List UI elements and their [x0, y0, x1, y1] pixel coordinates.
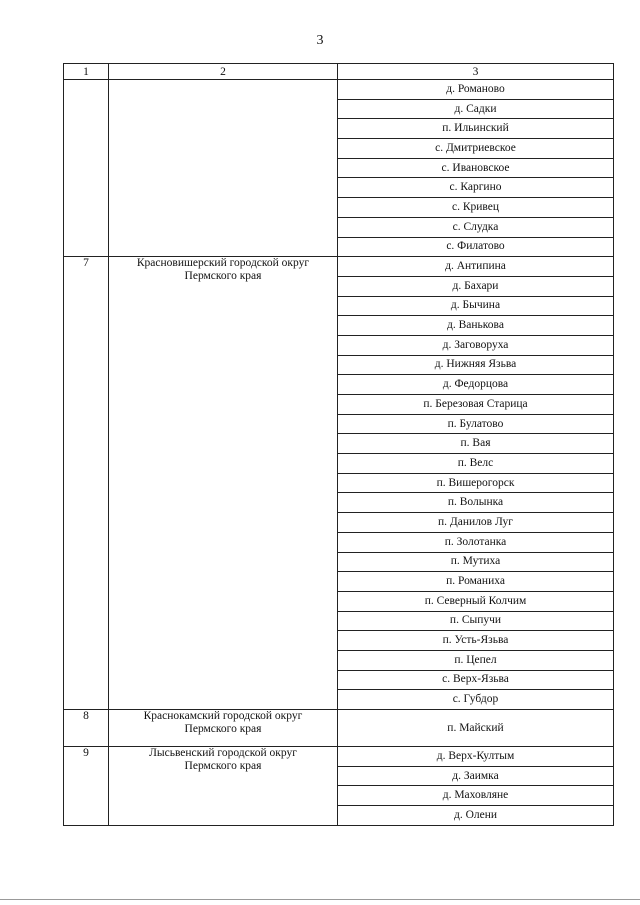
- settlement-cell: п. Велс: [338, 454, 614, 474]
- settlement-cell: п. Данилов Луг: [338, 513, 614, 533]
- settlement-cell: с. Ивановское: [338, 158, 614, 178]
- settlement-cell: с. Верх-Язьва: [338, 670, 614, 690]
- settlement-cell: д. Садки: [338, 99, 614, 119]
- table-row: [64, 747, 614, 767]
- settlement-cell: д. Заговоруха: [338, 335, 614, 355]
- settlement-cell: с. Дмитриевское: [338, 139, 614, 159]
- district-number: 8: [64, 710, 109, 747]
- settlement-cell: п. Вишерогорск: [338, 473, 614, 493]
- page-bottom-rule: [0, 899, 640, 900]
- table-row: [64, 257, 614, 277]
- table-row: [64, 710, 614, 747]
- district-name: Лысьвенский городской округ Пермского края: [109, 747, 338, 826]
- settlement-cell: п. Северный Колчим: [338, 591, 614, 611]
- district-name: Красновишерский городской округ Пермского края: [109, 257, 338, 710]
- table-body: [64, 80, 614, 826]
- settlements-table: [63, 63, 614, 826]
- settlement-cell: д. Бахари: [338, 276, 614, 296]
- settlement-cell: п. Булатово: [338, 414, 614, 434]
- settlement-cell: с. Губдор: [338, 690, 614, 710]
- settlement-cell: с. Каргино: [338, 178, 614, 198]
- settlement-cell: п. Романиха: [338, 572, 614, 592]
- settlement-cell: п. Усть-Язьва: [338, 631, 614, 651]
- header-col-3: 3: [338, 64, 614, 80]
- settlement-cell: п. Волынка: [338, 493, 614, 513]
- settlement-cell: д. Федорцова: [338, 375, 614, 395]
- settlement-cell: п. Сыпучи: [338, 611, 614, 631]
- settlement-cell: д. Маховляне: [338, 786, 614, 806]
- header-col-2: 2: [109, 64, 338, 80]
- settlement-cell: п. Мутиха: [338, 552, 614, 572]
- settlement-cell: д. Нижняя Язьва: [338, 355, 614, 375]
- settlement-cell: п. Вая: [338, 434, 614, 454]
- district-name: [109, 80, 338, 257]
- settlement-cell: д. Романово: [338, 80, 614, 100]
- header-row: [64, 64, 614, 80]
- settlement-cell: д. Верх-Култым: [338, 747, 614, 767]
- settlement-cell: п. Цепел: [338, 650, 614, 670]
- settlement-cell: с. Слудка: [338, 217, 614, 237]
- settlement-cell: д. Заимка: [338, 766, 614, 786]
- settlement-cell: д. Ванькова: [338, 316, 614, 336]
- district-number: [64, 80, 109, 257]
- settlement-cell: д. Антипина: [338, 257, 614, 277]
- district-number: 7: [64, 257, 109, 710]
- page-number: 3: [316, 33, 324, 48]
- table-row: [64, 80, 614, 100]
- settlement-cell: п. Майский: [338, 710, 614, 747]
- table-header: [64, 64, 614, 80]
- settlement-cell: п. Березовая Старица: [338, 395, 614, 415]
- settlement-cell: п. Золотанка: [338, 532, 614, 552]
- district-name: Краснокамский городской округ Пермского края: [109, 710, 338, 747]
- settlement-cell: п. Ильинский: [338, 119, 614, 139]
- settlement-cell: с. Филатово: [338, 237, 614, 257]
- settlement-cell: д. Олени: [338, 806, 614, 826]
- settlement-cell: с. Кривец: [338, 198, 614, 218]
- district-number: 9: [64, 747, 109, 826]
- settlement-cell: д. Бычина: [338, 296, 614, 316]
- header-col-1: 1: [64, 64, 109, 80]
